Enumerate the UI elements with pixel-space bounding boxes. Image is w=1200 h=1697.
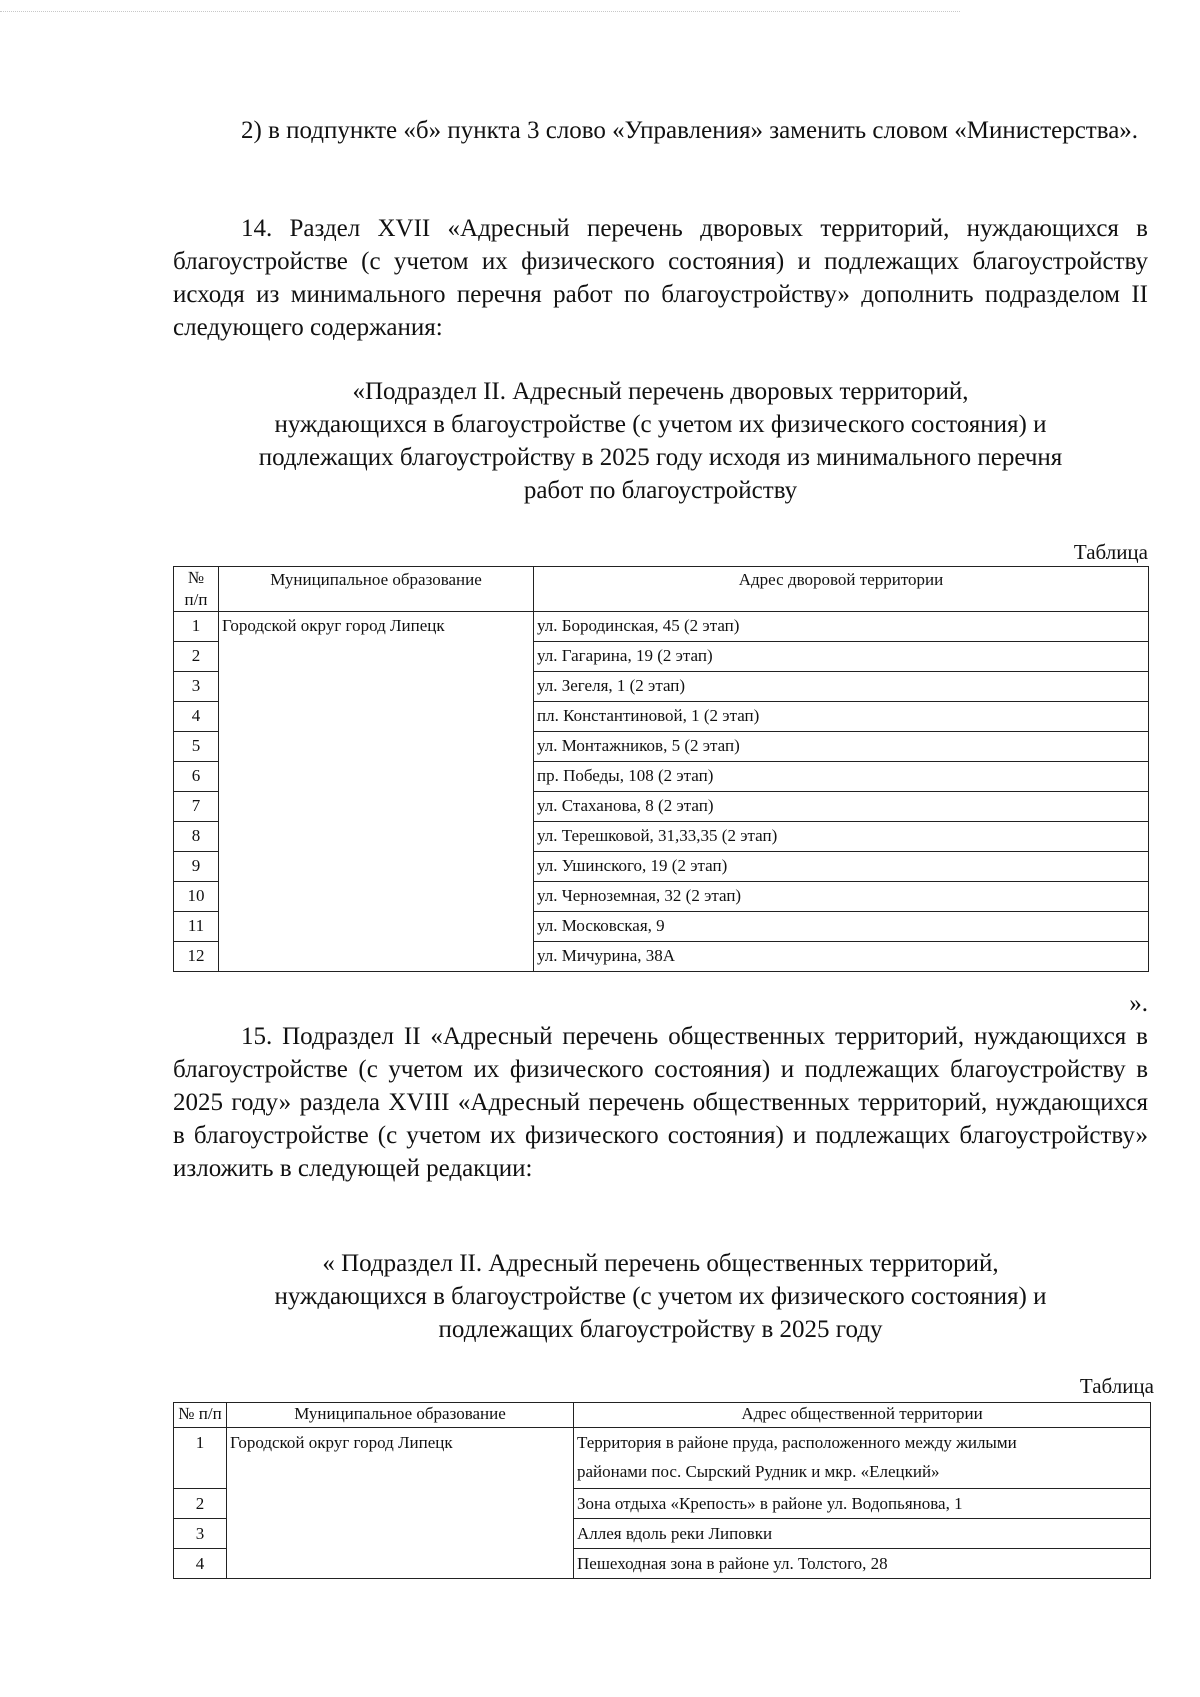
heading-line: работ по благоустройству <box>523 477 798 504</box>
cell-number: 9 <box>174 852 219 882</box>
address-line: районами пос. Сырский Рудник и мкр. «Елецкий» <box>577 1462 940 1481</box>
cell-address: ул. Зегеля, 1 (2 этап) <box>534 672 1149 702</box>
cell-address: пр. Победы, 108 (2 этап) <box>534 762 1149 792</box>
cell-number: 5 <box>174 732 219 762</box>
cell-number: 1 <box>174 612 219 642</box>
header-address: Адрес общественной территории <box>574 1403 1151 1428</box>
address-line: Пешеходная зона в районе ул. Толстого, 28 <box>577 1554 888 1573</box>
cell-address: ул. Гагарина, 19 (2 этап) <box>534 642 1149 672</box>
table-caption: Таблица <box>1073 540 1148 564</box>
cell-address: пл. Константиновой, 1 (2 этап) <box>534 702 1149 732</box>
table-row <box>174 1428 1151 1489</box>
address-line: Территория в районе пруда, расположенного между жилыми <box>577 1433 1017 1452</box>
cell-number: 6 <box>174 762 219 792</box>
header-number: № п/п <box>174 567 219 612</box>
cell-address: ул. Мичурина, 38А <box>534 942 1149 972</box>
cell-number: 3 <box>174 1519 227 1549</box>
public-territories-table <box>173 1402 1151 1579</box>
cell-number: 1 <box>174 1428 227 1489</box>
table-header-row <box>174 1403 1151 1428</box>
address-line: Зона отдыха «Крепость» в районе ул. Водопьянова, 1 <box>577 1494 963 1513</box>
scan-artifact-line <box>0 11 960 12</box>
table-caption: Таблица <box>1079 1374 1154 1398</box>
paragraph-item-14: 14. Раздел XVII «Адресный перечень дворовых территорий, нуждающихся в благоустройстве (с учетом их физического состояния) и подлежащих благоустройству исходя из минимального перечня работ по благоустройству» дополнить подразделом II следующего содержания: <box>173 215 1148 341</box>
heading-line: подлежащих благоустройству в 2025 году <box>438 1316 883 1343</box>
cell-address <box>574 1428 1151 1489</box>
courtyards-table <box>173 566 1149 972</box>
cell-address: ул. Терешковой, 31,33,35 (2 этап) <box>534 822 1149 852</box>
paragraph-amendment-2: 2) в подпункте «б» пункта 3 слово «Управления» заменить словом «Министерства». <box>241 117 1139 144</box>
cell-municipality: Городской округ город Липецк <box>227 1428 574 1579</box>
cell-address: ул. Черноземная, 32 (2 этап) <box>534 882 1149 912</box>
heading-line: нуждающихся в благоустройстве (с учетом их физического состояния) и <box>274 1283 1047 1310</box>
cell-number: 2 <box>174 1489 227 1519</box>
cell-number: 8 <box>174 822 219 852</box>
heading-line: подлежащих благоустройству в 2025 году исходя из минимального перечня <box>258 444 1063 471</box>
cell-address <box>574 1549 1151 1579</box>
cell-number: 4 <box>174 702 219 732</box>
header-municipality: Муниципальное образование <box>227 1403 574 1428</box>
closing-quote: ». <box>1129 990 1148 1017</box>
cell-number: 11 <box>174 912 219 942</box>
header-municipality: Муниципальное образование <box>219 567 534 612</box>
table-row <box>174 612 1149 642</box>
table-header-row <box>174 567 1149 612</box>
heading-line: « Подраздел II. Адресный перечень общественных территорий, <box>322 1250 999 1277</box>
cell-address <box>574 1489 1151 1519</box>
cell-number: 10 <box>174 882 219 912</box>
cell-address: ул. Ушинского, 19 (2 этап) <box>534 852 1149 882</box>
cell-number: 3 <box>174 672 219 702</box>
cell-number: 7 <box>174 792 219 822</box>
header-number: № п/п <box>174 1403 227 1428</box>
cell-municipality: Городской округ город Липецк <box>219 612 534 972</box>
cell-address: ул. Монтажников, 5 (2 этап) <box>534 732 1149 762</box>
cell-number: 12 <box>174 942 219 972</box>
heading-line: нуждающихся в благоустройстве (с учетом их физического состояния) и <box>274 411 1047 438</box>
cell-address: ул. Бородинская, 45 (2 этап) <box>534 612 1149 642</box>
subsection-heading-courtyards <box>173 375 1148 507</box>
cell-address: ул. Московская, 9 <box>534 912 1149 942</box>
cell-address: ул. Стаханова, 8 (2 этап) <box>534 792 1149 822</box>
address-line: Аллея вдоль реки Липовки <box>577 1524 773 1543</box>
cell-number: 4 <box>174 1549 227 1579</box>
paragraph-item-15: 15. Подраздел II «Адресный перечень общественных территорий, нуждающихся в благоустройстве (с учетом их физического состояния) и подлежащих благоустройству в 2025 году» раздела XVIII «Адресный перечень общественных территорий, нуждающихся в благоустройстве (с учетом их физического состояния) и подлежащих благоустройству» изложить в следующей редакции: <box>173 1023 1148 1182</box>
cell-number: 2 <box>174 642 219 672</box>
heading-line: «Подраздел II. Адресный перечень дворовых территорий, <box>352 378 969 405</box>
subsection-heading-public <box>173 1247 1148 1346</box>
cell-address <box>574 1519 1151 1549</box>
header-address: Адрес дворовой территории <box>534 567 1149 612</box>
